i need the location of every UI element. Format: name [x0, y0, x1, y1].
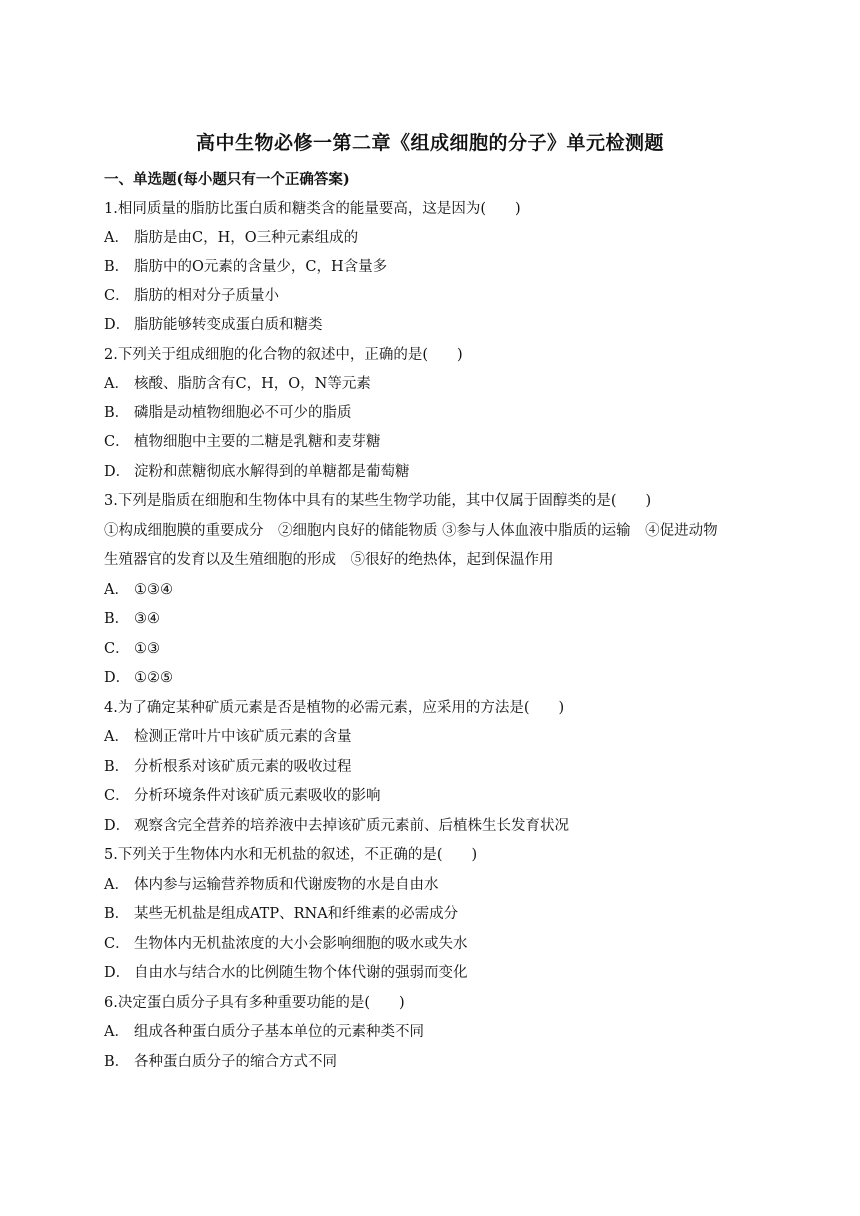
question-3-option-d	[104, 668, 764, 688]
option-text: 生物体内无机盐浓度的大小会影响细胞的吸水或失水	[134, 936, 468, 952]
question-5-option-c	[104, 934, 764, 954]
option-text: ①③④	[134, 582, 173, 598]
option-text: 组成各种蛋白质分子基本单位的元素种类不同	[134, 1024, 424, 1040]
option-text: 植物细胞中主要的二糖是乳糖和麦芽糖	[134, 434, 381, 450]
question-2-option-d	[104, 462, 764, 482]
question-1-option-a	[104, 228, 764, 248]
option-letter: C．	[104, 788, 130, 804]
question-2-option-a	[104, 374, 764, 394]
option-letter: B．	[104, 759, 130, 775]
option-text: 脂肪中的O元素的含量少，C，H含量多	[134, 259, 388, 275]
option-letter: B．	[104, 259, 130, 275]
option-text: 脂肪的相对分子质量小	[134, 288, 279, 304]
option-text: ①③	[134, 641, 160, 657]
question-3-option-a	[104, 580, 764, 600]
option-text: 各种蛋白质分子的缩合方式不同	[134, 1054, 337, 1070]
question-2-option-c	[104, 432, 764, 452]
question-2-option-b	[104, 403, 764, 423]
option-text: 分析根系对该矿质元素的吸收过程	[134, 759, 352, 775]
question-3-stem-line-3: 生殖器官的发育以及生殖细胞的形成 ⑤很好的绝热体，起到保温作用	[104, 552, 554, 568]
option-letter: C．	[104, 434, 130, 450]
question-2-stem: 2.下列关于组成细胞的化合物的叙述中，正确的是( )	[104, 347, 463, 363]
option-letter: D．	[104, 464, 131, 480]
question-5-option-b	[104, 904, 764, 924]
option-letter: D．	[104, 818, 131, 834]
question-6-option-b	[104, 1052, 764, 1072]
option-letter: C．	[104, 288, 130, 304]
question-5-option-d	[104, 963, 764, 983]
option-letter: A．	[104, 230, 129, 246]
option-letter: B．	[104, 1054, 130, 1070]
question-3-option-c	[104, 639, 764, 659]
question-1-option-b	[104, 257, 764, 277]
question-6-option-a	[104, 1022, 764, 1042]
option-text: 观察含完全营养的培养液中去掉该矿质元素前、后植株生长发育状况	[134, 818, 569, 834]
option-text: 脂肪是由C，H，O三种元素组成的	[134, 230, 359, 246]
option-text: 核酸、脂肪含有C，H，O，N等元素	[134, 376, 371, 392]
question-4-option-d	[104, 816, 764, 836]
option-letter: A．	[104, 376, 129, 392]
option-letter: A．	[104, 877, 129, 893]
option-letter: A．	[104, 582, 129, 598]
option-text: 检测正常叶片中该矿质元素的含量	[134, 729, 352, 745]
question-5-option-a	[104, 875, 764, 895]
option-letter: A．	[104, 1024, 129, 1040]
option-letter: B．	[104, 611, 130, 627]
option-letter: B．	[104, 906, 130, 922]
option-text: 淀粉和蔗糖彻底水解得到的单糖都是葡萄糖	[134, 464, 410, 480]
option-text: 体内参与运输营养物质和代谢废物的水是自由水	[134, 877, 439, 893]
question-3-option-b	[104, 609, 764, 629]
option-text: ①②⑤	[134, 670, 173, 686]
question-4-option-b	[104, 757, 764, 777]
option-text: ③④	[134, 611, 160, 627]
question-4-stem: 4.为了确定某种矿质元素是否是植物的必需元素，应采用的方法是( )	[104, 700, 565, 716]
question-1-stem: 1.相同质量的脂肪比蛋白质和糖类含的能量要高，这是因为( )	[104, 201, 521, 217]
option-text: 脂肪能够转变成蛋白质和糖类	[134, 317, 323, 333]
option-letter: D．	[104, 317, 131, 333]
option-letter: B．	[104, 405, 130, 421]
question-5-stem: 5.下列关于生物体内水和无机盐的叙述，不正确的是( )	[104, 847, 478, 863]
option-letter: C．	[104, 936, 130, 952]
option-text: 分析环境条件对该矿质元素吸收的影响	[134, 788, 381, 804]
option-letter: A．	[104, 729, 129, 745]
option-text: 某些无机盐是组成ATP、RNA和纤维素的必需成分	[134, 906, 459, 922]
section-heading: 一、单选题(每小题只有一个正确答案)	[104, 171, 350, 188]
option-letter: C．	[104, 641, 130, 657]
question-6-stem: 6.决定蛋白质分子具有多种重要功能的是( )	[104, 995, 405, 1011]
question-4-option-a	[104, 727, 764, 747]
option-letter: D．	[104, 965, 131, 981]
question-1-option-d	[104, 315, 764, 335]
page-title: 高中生物必修一第二章《组成细胞的分子》单元检测题	[195, 132, 664, 154]
question-3-stem: 3.下列是脂质在细胞和生物体中具有的某些生物学功能，其中仅属于固醇类的是( )	[104, 493, 652, 509]
question-1-option-c	[104, 286, 764, 306]
option-letter: D．	[104, 670, 131, 686]
question-3-stem-line-2: ①构成细胞膜的重要成分 ②细胞内良好的储能物质 ③参与人体血液中脂质的运输 ④促进动物	[104, 523, 718, 539]
option-text: 磷脂是动植物细胞必不可少的脂质	[134, 405, 352, 421]
option-text: 自由水与结合水的比例随生物个体代谢的强弱而变化	[134, 965, 468, 981]
question-4-option-c	[104, 786, 764, 806]
